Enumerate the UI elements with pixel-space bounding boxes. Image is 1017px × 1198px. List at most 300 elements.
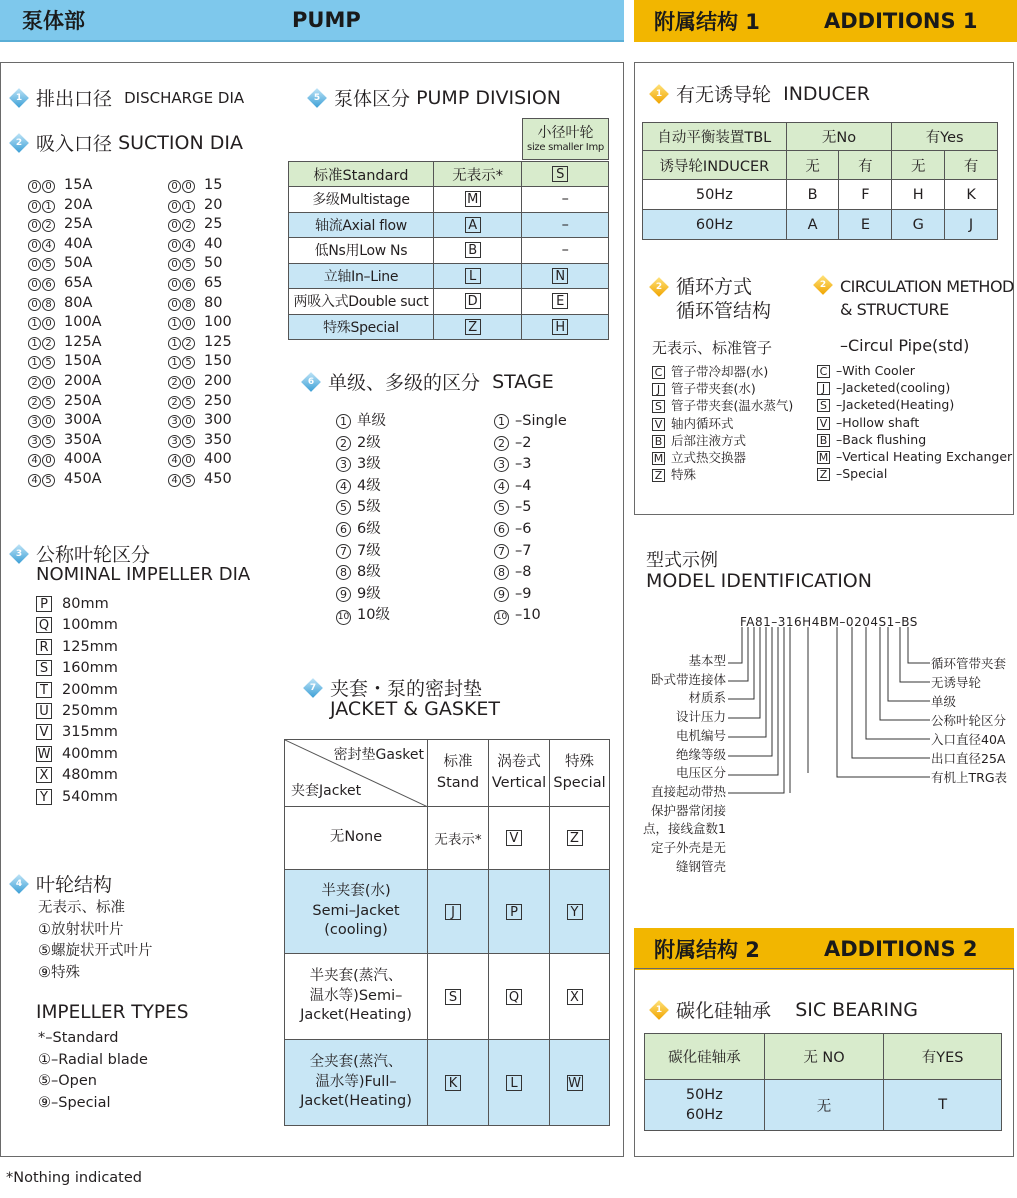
table-row bbox=[285, 1040, 610, 1126]
stage-num-icon: 5 bbox=[494, 500, 509, 515]
impeller-dia-code: V bbox=[36, 724, 52, 740]
leader-line bbox=[728, 627, 748, 681]
stage-en-label: –Single bbox=[515, 413, 567, 429]
impeller-dia-code: W bbox=[37, 746, 51, 762]
sic-value: 无 bbox=[816, 1098, 832, 1115]
model-code: FA81–316H4BM–0204S1–BS bbox=[740, 615, 918, 629]
dia-code: 0 4 bbox=[28, 236, 56, 252]
discharge-en: DISCHARGE DIA bbox=[124, 88, 245, 107]
circulation-en-list bbox=[817, 362, 1012, 482]
impeller-dia-code: T bbox=[36, 682, 52, 698]
jacket-row-label: 半夹套(水) Semi–Jacket (cooling) bbox=[312, 883, 400, 939]
dia-value: 200 bbox=[204, 372, 232, 389]
dia-code: 1 0 bbox=[28, 314, 56, 330]
leader-line bbox=[728, 627, 778, 775]
dia-code: 0 0 bbox=[28, 177, 56, 193]
section-inducer-title bbox=[648, 80, 870, 107]
dia-row bbox=[28, 372, 102, 392]
pump-division-cell: – bbox=[561, 216, 569, 233]
circulation-cn-row bbox=[652, 397, 793, 414]
model-right-label: 入口直径40A bbox=[931, 732, 1006, 747]
inducer-cell: H bbox=[912, 186, 924, 203]
jacket-label: 夹套Jacket bbox=[291, 783, 362, 799]
stage-num-icon: 1 bbox=[494, 414, 509, 429]
dia-row bbox=[28, 196, 102, 216]
dia-value: 50 bbox=[204, 255, 223, 272]
dia-value: 300 bbox=[204, 412, 232, 429]
impeller-dia-row bbox=[36, 680, 118, 701]
dia-code: 0 5 bbox=[28, 255, 56, 271]
inducer-cn: 有无诱导轮 bbox=[676, 84, 772, 106]
stage-cn-row bbox=[336, 541, 390, 563]
stage-en-label: –5 bbox=[515, 499, 532, 516]
dia-value: 40A bbox=[64, 235, 93, 252]
circulation-cn-row bbox=[652, 415, 793, 432]
sic-header-cell: 有YES bbox=[921, 1050, 964, 1066]
jacket-code: L bbox=[506, 1075, 522, 1091]
dia-row bbox=[168, 470, 232, 490]
dia-code: 0 5 bbox=[168, 255, 196, 271]
circulation-code: Z bbox=[652, 469, 665, 482]
stage-cn-label: 3级 bbox=[357, 456, 381, 473]
circulation-code: V bbox=[817, 417, 830, 430]
stage-en-label: –4 bbox=[515, 477, 532, 494]
model-en: MODEL IDENTIFICATION bbox=[646, 570, 872, 592]
blue-diamond-icon: 3 bbox=[9, 544, 29, 564]
dia-value: 150 bbox=[204, 353, 232, 370]
sic-header-cell: 无 NO bbox=[803, 1050, 845, 1066]
dia-value: 450 bbox=[204, 470, 232, 487]
dia-code: 3 5 bbox=[28, 432, 56, 448]
impeller-dia-code: X bbox=[36, 767, 52, 783]
stage-num-icon: 8 bbox=[494, 565, 509, 580]
dia-value: 100 bbox=[204, 314, 232, 331]
dia-code: 3 0 bbox=[168, 412, 196, 428]
leader-line bbox=[728, 627, 742, 663]
table-row bbox=[643, 151, 998, 180]
small-impeller-header bbox=[522, 118, 609, 160]
inducer-cell: 50Hz bbox=[695, 186, 733, 203]
stage-num-icon: 3 bbox=[336, 457, 351, 472]
pump-division-cell: N bbox=[552, 268, 568, 284]
impeller-dia-code: P bbox=[36, 596, 52, 612]
pump-division-en: PUMP DIVISION bbox=[416, 86, 561, 109]
jacket-en: JACKET & GASKET bbox=[330, 698, 501, 720]
pump-division-cell: 低Ns用Low Ns bbox=[314, 243, 408, 260]
circulation-en-title bbox=[812, 275, 1014, 321]
small-impeller-en: size smaller Imp bbox=[527, 142, 604, 153]
stage-cn-row bbox=[336, 454, 390, 476]
dia-value: 250 bbox=[204, 392, 232, 409]
dia-code: 0 2 bbox=[168, 216, 196, 232]
dia-code: 1 2 bbox=[28, 334, 56, 350]
additions1-header-cn: 附属结构 1 bbox=[654, 10, 760, 34]
dia-code: 1 0 bbox=[168, 314, 196, 330]
dia-code: 4 5 bbox=[28, 471, 56, 487]
jacket-code: V bbox=[506, 830, 522, 846]
stage-num-icon: 9 bbox=[336, 587, 351, 602]
stage-num-icon: 7 bbox=[494, 544, 509, 559]
impeller-dia-code: R bbox=[36, 639, 52, 655]
impeller-type-cn: ①放射状叶片 bbox=[38, 921, 124, 938]
circulation-cn-row bbox=[652, 449, 793, 466]
impeller-dia-row bbox=[36, 594, 118, 615]
pump-division-cell: 两吸入式Double suct bbox=[293, 294, 429, 311]
circulation-std-cn: 无表示、标准管子 bbox=[652, 339, 773, 357]
stage-cn-label: 2级 bbox=[357, 434, 381, 451]
circulation-code: B bbox=[652, 435, 665, 448]
model-cn: 型式示例 bbox=[646, 550, 718, 571]
model-left-label: 设计压力 bbox=[675, 709, 726, 725]
stage-cn-label: 5级 bbox=[357, 499, 381, 516]
dia-value: 300A bbox=[64, 412, 102, 429]
impeller-dia-row bbox=[36, 787, 118, 808]
stage-num-icon: 10 bbox=[336, 610, 351, 625]
dia-row bbox=[168, 372, 232, 392]
jacket-gasket-table bbox=[284, 739, 610, 1126]
impeller-dia-code: S bbox=[36, 660, 52, 676]
model-left-label: 绝缘等级 bbox=[675, 746, 726, 762]
yellow-diamond-icon: 2 bbox=[813, 275, 833, 295]
impeller-dia-row bbox=[36, 637, 118, 658]
suction-dia-list bbox=[168, 176, 232, 490]
pump-header-en: PUMP bbox=[292, 8, 361, 32]
circulation-en-row bbox=[817, 379, 1012, 396]
impeller-types-en: IMPELLER TYPES bbox=[36, 1002, 189, 1023]
dia-value: 80A bbox=[64, 294, 93, 311]
dia-code: 0 2 bbox=[28, 216, 56, 232]
additions1-header-en: ADDITIONS 1 bbox=[824, 9, 978, 33]
dia-value: 15A bbox=[64, 177, 93, 193]
model-right-label: 有机上TRG表 bbox=[931, 770, 1008, 785]
circulation-en2: & STRUCTURE bbox=[840, 300, 949, 319]
inducer-cell: K bbox=[966, 186, 976, 203]
circulation-cn1: 循环方式 bbox=[676, 276, 753, 298]
stage-en-list bbox=[494, 411, 567, 627]
dia-code: 2 0 bbox=[28, 373, 56, 389]
circulation-en-row bbox=[817, 362, 1012, 379]
dia-row bbox=[168, 352, 232, 372]
stage-cn-label: 7级 bbox=[357, 542, 381, 559]
dia-row bbox=[168, 215, 232, 235]
model-right-label: 出口直径25A bbox=[931, 751, 1006, 766]
dia-code: 4 5 bbox=[168, 471, 196, 487]
dia-value: 15 bbox=[204, 177, 223, 193]
jacket-col-cn: 特殊 bbox=[565, 754, 594, 770]
circulation-en-row bbox=[817, 396, 1012, 413]
impeller-dia-row bbox=[36, 658, 118, 679]
dia-value: 150A bbox=[64, 353, 102, 370]
circulation-code: J bbox=[817, 382, 830, 395]
dia-code: 0 4 bbox=[168, 236, 196, 252]
impeller-dia-code: U bbox=[36, 703, 52, 719]
circulation-en: –Back flushing bbox=[836, 431, 927, 447]
jacket-code: X bbox=[567, 989, 583, 1005]
circulation-en: –Jacketed(cooling) bbox=[836, 380, 951, 396]
stage-en-label: –10 bbox=[515, 607, 541, 624]
dia-code: 4 0 bbox=[168, 451, 196, 467]
inducer-cell: 诱导轮INDUCER bbox=[659, 158, 770, 175]
jacket-code: 无表示* bbox=[434, 832, 482, 848]
impeller-dia-value: 160mm bbox=[62, 660, 118, 677]
dia-row bbox=[28, 254, 102, 274]
stage-en-row bbox=[494, 497, 567, 519]
dia-row bbox=[168, 313, 232, 333]
pump-header-cn: 泵体部 bbox=[22, 9, 85, 33]
model-right-label: 公称叶轮区分 bbox=[931, 713, 1007, 728]
circulation-cn-row bbox=[652, 466, 793, 483]
circulation-code: J bbox=[652, 383, 665, 396]
jacket-code: S bbox=[445, 989, 461, 1005]
impeller-dia-value: 80mm bbox=[62, 596, 109, 612]
stage-en-label: –6 bbox=[515, 520, 532, 537]
pump-division-cell: 特殊Special bbox=[323, 319, 399, 336]
circulation-std-en: –Circul Pipe(std) bbox=[840, 336, 970, 355]
inducer-cell: 自动平衡装置TBL bbox=[657, 130, 772, 146]
circulation-en-row bbox=[817, 448, 1012, 465]
stage-num-icon: 7 bbox=[336, 544, 351, 559]
stage-num-icon: 2 bbox=[336, 436, 351, 451]
stage-en-label: –3 bbox=[515, 456, 532, 473]
dia-code: 0 6 bbox=[168, 275, 196, 291]
circulation-code: M bbox=[818, 451, 829, 465]
table-row bbox=[289, 263, 609, 289]
pump-division-cell: 轴流Axial flow bbox=[315, 217, 407, 234]
stage-cn-row bbox=[336, 605, 390, 627]
dia-row bbox=[28, 215, 102, 235]
stage-en-row bbox=[494, 433, 567, 455]
table-row bbox=[645, 1080, 1002, 1131]
dia-row bbox=[28, 176, 102, 196]
pump-division-cn: 泵体区分 bbox=[334, 88, 411, 110]
circulation-en: –Jacketed(Heating) bbox=[836, 397, 955, 413]
model-left-label: 卧式带连接体 bbox=[650, 671, 726, 687]
sic-hz: 50Hz bbox=[685, 1087, 723, 1103]
impeller-type-en: ⑤–Open bbox=[38, 1073, 97, 1090]
leader-line bbox=[837, 627, 930, 777]
inducer-cell: 有 bbox=[963, 158, 979, 175]
stage-en-label: –7 bbox=[515, 542, 532, 559]
impeller-dia-list bbox=[36, 594, 118, 808]
stage-en-row bbox=[494, 411, 567, 433]
stage-cn: 单级、多级的区分 bbox=[328, 372, 481, 394]
dia-row bbox=[168, 196, 232, 216]
section-suction-title bbox=[8, 129, 243, 156]
footnote: *Nothing indicated bbox=[6, 1170, 142, 1186]
impeller-dia-row bbox=[36, 765, 118, 786]
dia-code: 3 5 bbox=[168, 432, 196, 448]
circulation-cn: 管子带夹套(水) bbox=[671, 381, 756, 397]
impeller-dia-row bbox=[36, 722, 118, 743]
dia-row bbox=[28, 274, 102, 294]
dia-row bbox=[28, 411, 102, 431]
stage-en: STAGE bbox=[492, 370, 554, 393]
impeller-structure-cn: 叶轮结构 bbox=[36, 874, 113, 896]
sic-header-cell: 碳化硅轴承 bbox=[668, 1050, 741, 1066]
impeller-dia-value: 100mm bbox=[62, 617, 118, 634]
stage-cn-row bbox=[336, 497, 390, 519]
table-row bbox=[285, 807, 610, 870]
model-left-label: 电机编号 bbox=[675, 727, 726, 743]
dia-value: 200A bbox=[64, 372, 102, 389]
stage-cn-row bbox=[336, 562, 390, 584]
dia-row bbox=[168, 176, 232, 196]
pump-division-cell: A bbox=[465, 217, 481, 233]
impeller-dia-row bbox=[36, 744, 118, 765]
dia-value: 350A bbox=[64, 431, 102, 448]
dia-value: 250A bbox=[64, 392, 102, 409]
leader-line bbox=[728, 627, 784, 793]
stage-cn-label: 8级 bbox=[357, 564, 381, 581]
dia-value: 350 bbox=[204, 431, 232, 448]
stage-num-icon: 4 bbox=[336, 479, 351, 494]
suction-cn: 吸入口径 bbox=[36, 133, 113, 155]
pump-division-cell: 多级Multistage bbox=[312, 192, 410, 209]
circulation-cn-list bbox=[652, 363, 793, 483]
dia-value: 65 bbox=[204, 274, 223, 291]
section-jacket-title bbox=[302, 674, 482, 701]
dia-value: 400 bbox=[204, 451, 232, 468]
circulation-cn: 轴内循环式 bbox=[671, 415, 734, 431]
circulation-en: –Vertical Heating Exchanger bbox=[836, 449, 1013, 465]
circulation-cn: 管子带冷却器(水) bbox=[671, 364, 769, 379]
stage-cn-row bbox=[336, 411, 390, 433]
discharge-dia-list bbox=[28, 176, 102, 490]
jacket-cn: 夹套・泵的密封垫 bbox=[330, 678, 483, 700]
leader-line bbox=[888, 627, 930, 701]
dia-value: 50A bbox=[64, 255, 93, 272]
yellow-diamond-icon: 1 bbox=[649, 84, 669, 104]
stage-num-icon: 4 bbox=[494, 479, 509, 494]
additions2-header-cn: 附属结构 2 bbox=[654, 938, 760, 962]
dia-row bbox=[28, 450, 102, 470]
impeller-dia-code: Y bbox=[36, 789, 52, 805]
stage-en-row bbox=[494, 476, 567, 498]
sic-bearing-cn: 碳化硅轴承 bbox=[676, 1000, 772, 1022]
inducer-cell: 无 bbox=[910, 158, 926, 175]
model-left-label: 材质系 bbox=[688, 690, 726, 706]
stage-en-row bbox=[494, 562, 567, 584]
dia-row bbox=[28, 235, 102, 255]
suction-en: SUCTION DIA bbox=[118, 131, 243, 154]
dia-value: 25 bbox=[204, 216, 223, 233]
stage-cn-row bbox=[336, 584, 390, 606]
inducer-cell: E bbox=[860, 216, 870, 233]
blue-diamond-icon: 2 bbox=[9, 133, 29, 153]
inducer-en: INDUCER bbox=[783, 82, 870, 105]
dia-code: 3 0 bbox=[28, 412, 56, 428]
leader-line bbox=[900, 627, 930, 682]
dia-code: 1 5 bbox=[28, 353, 56, 369]
model-left-label: 定子外壳是无 bbox=[650, 840, 726, 856]
circulation-en-row bbox=[817, 414, 1012, 431]
jacket-row-label: 全夹套(蒸汽、 温水等)Full– Jacket(Heating) bbox=[300, 1054, 412, 1110]
dia-value: 25A bbox=[64, 216, 93, 233]
model-left-label: 电压区分 bbox=[675, 765, 726, 781]
stage-cn-label: 6级 bbox=[357, 520, 381, 537]
circulation-code: B bbox=[817, 434, 830, 447]
dia-value: 65A bbox=[64, 274, 93, 291]
jacket-col-en: Stand bbox=[436, 775, 480, 791]
dia-row bbox=[28, 333, 102, 353]
stage-en-label: –9 bbox=[515, 585, 532, 602]
inducer-cell: J bbox=[968, 216, 974, 233]
circulation-en: –Hollow shaft bbox=[836, 414, 920, 430]
circulation-cn-row bbox=[652, 363, 793, 380]
stage-num-icon: 2 bbox=[494, 436, 509, 451]
impeller-types-list bbox=[38, 1028, 148, 1115]
leader-line bbox=[908, 627, 930, 663]
jacket-code: P bbox=[506, 904, 522, 920]
impeller-type-en: ⑨–Special bbox=[38, 1095, 111, 1112]
dia-code: 2 0 bbox=[168, 373, 196, 389]
pump-division-cell: 立轴In–Line bbox=[323, 268, 399, 285]
dia-value: 100A bbox=[64, 314, 102, 331]
circulation-cn-row bbox=[652, 380, 793, 397]
circulation-cn: 特殊 bbox=[671, 467, 697, 483]
stage-en-label: –8 bbox=[515, 564, 532, 581]
dia-value: 40 bbox=[204, 235, 223, 252]
table-row bbox=[289, 289, 609, 315]
circulation-code: V bbox=[652, 418, 665, 431]
impeller-type-en: ①–Radial blade bbox=[38, 1051, 148, 1068]
dia-value: 400A bbox=[64, 451, 102, 468]
dia-code: 0 1 bbox=[28, 197, 56, 213]
circulation-cn: 立式热交换器 bbox=[671, 450, 747, 466]
dia-row bbox=[168, 392, 232, 412]
section-circulation-title bbox=[648, 275, 771, 323]
table-row bbox=[643, 123, 998, 151]
section-stage-title bbox=[300, 368, 554, 395]
stage-cn-label: 单级 bbox=[357, 413, 386, 429]
circulation-cn2: 循环管结构 bbox=[676, 300, 772, 322]
pump-division-header: 标准Standard bbox=[313, 167, 409, 184]
impeller-dia-row bbox=[36, 701, 118, 722]
stage-cn-list bbox=[336, 411, 390, 627]
sic-bearing-en: SIC BEARING bbox=[795, 998, 918, 1021]
additions1-header bbox=[634, 0, 1017, 42]
inducer-cell: F bbox=[861, 186, 870, 203]
table-row bbox=[643, 180, 998, 210]
discharge-cn: 排出口径 bbox=[36, 88, 113, 110]
table-row bbox=[289, 238, 609, 264]
pump-division-cell: D bbox=[465, 293, 481, 309]
pump-division-cell: – bbox=[561, 191, 569, 208]
inducer-cell: 有 bbox=[858, 158, 873, 175]
stage-cn-row bbox=[336, 433, 390, 455]
stage-num-icon: 6 bbox=[336, 522, 351, 537]
gasket-label: 密封垫Gasket bbox=[333, 747, 424, 763]
circulation-code: S bbox=[652, 400, 665, 413]
circulation-code: Z bbox=[817, 468, 830, 481]
model-right-label: 单级 bbox=[931, 694, 957, 709]
dia-row bbox=[168, 431, 232, 451]
dia-code: 0 1 bbox=[168, 197, 196, 213]
table-row bbox=[285, 870, 610, 954]
impeller-type-cn: ⑨特殊 bbox=[38, 964, 80, 981]
dia-code: 0 6 bbox=[28, 275, 56, 291]
stage-en-row bbox=[494, 541, 567, 563]
impeller-type-en: *–Standard bbox=[38, 1030, 119, 1046]
impeller-dia-cn: 公称叶轮区分 bbox=[36, 544, 151, 566]
impeller-structure-cn-list bbox=[38, 898, 153, 984]
circulation-en-row bbox=[817, 431, 1012, 448]
table-row bbox=[289, 187, 609, 213]
model-right-labels bbox=[931, 654, 1007, 787]
stage-num-icon: 1 bbox=[336, 414, 351, 429]
yellow-diamond-icon: 2 bbox=[649, 277, 669, 297]
model-right-label: 循环管带夹套 bbox=[931, 656, 1007, 671]
